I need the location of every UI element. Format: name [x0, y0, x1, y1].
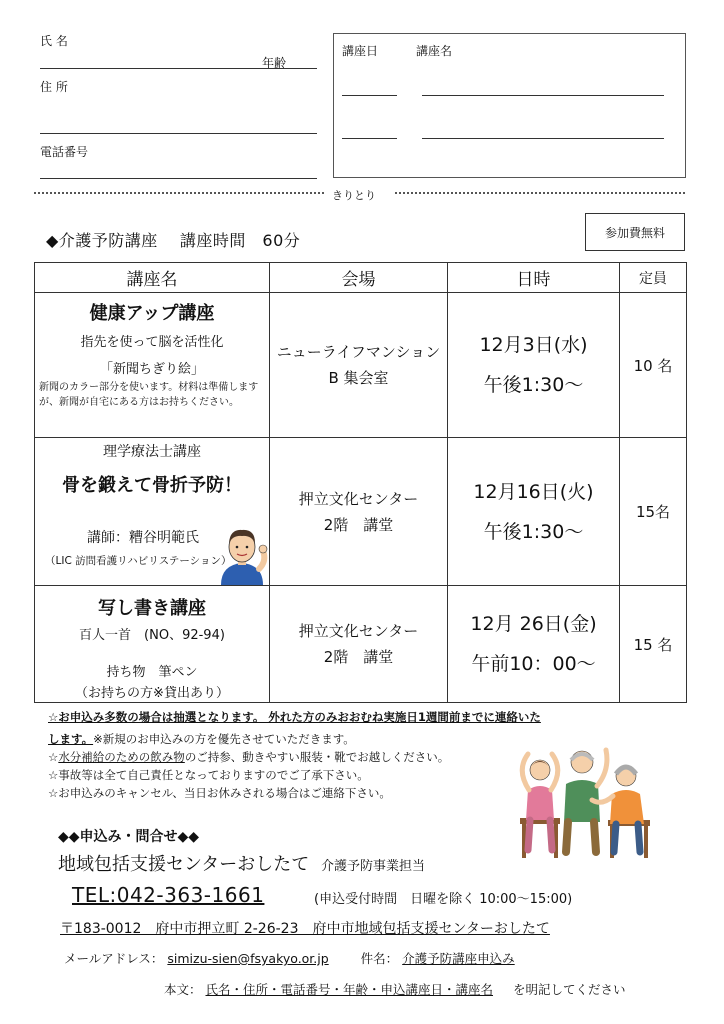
- date-line: 12月16日(火): [473, 480, 594, 503]
- note-text: ☆: [48, 750, 59, 764]
- header-datetime: 日時: [448, 263, 620, 293]
- postal-address: 〒183-0012 府中市押立町 2-26-23 府中市地域包括支援センターおしたて: [60, 921, 550, 937]
- table-row: [35, 293, 687, 438]
- note-text: ※新規のお申込みの方を優先させていただきます。: [93, 732, 355, 746]
- email-address[interactable]: simizu-sien@fsyakyo.or.jp: [167, 951, 329, 966]
- address-label: 住 所: [40, 80, 68, 94]
- course-pre: 理学療法士講座: [103, 444, 201, 460]
- datetime-cell: [448, 438, 620, 586]
- course-lecturer: 講師：糟谷明範氏: [87, 530, 199, 546]
- venue-cell: [270, 438, 448, 586]
- venue-line: 2階 講堂: [323, 515, 394, 534]
- course-entry-box: [333, 33, 686, 178]
- venue-line: 2階 講堂: [323, 648, 394, 666]
- course-title: 健康アップ講座: [89, 303, 215, 324]
- body-fields: 氏名・住所・電話番号・年齢・申込講座日・講座名: [205, 982, 494, 997]
- time-line: 午前10：00～: [471, 653, 596, 675]
- phone-number[interactable]: TEL:042-363-1661: [72, 883, 265, 907]
- course-sub: 指先を使って脳を活性化: [80, 335, 224, 350]
- cut-label: きりとり: [332, 189, 376, 202]
- org-dept: 介護予防事業担当: [321, 859, 426, 874]
- name-field[interactable]: [40, 68, 317, 69]
- lecturer-illustration: [213, 521, 271, 585]
- phone-label: 電話番号: [40, 145, 89, 159]
- note-text: します。: [48, 732, 94, 746]
- header-course: 講座名: [35, 263, 270, 293]
- datetime-cell: [448, 293, 620, 438]
- capacity-cell: 15 名: [620, 586, 687, 703]
- note-cancel: ☆お申込みのキャンセル、当日お休みされる場合はご連絡下さい。: [48, 786, 391, 800]
- table-header-row: [35, 263, 687, 293]
- course-date-field-2[interactable]: [342, 138, 397, 139]
- venue-cell: [270, 586, 448, 703]
- table-row: [35, 586, 687, 703]
- cut-line-left: [34, 192, 324, 194]
- course-title: 写し書き講座: [98, 598, 206, 619]
- venue-line: 押立文化センター: [298, 622, 419, 640]
- capacity-cell: 10 名: [620, 293, 687, 438]
- org-name: 地域包括支援センターおしたて: [58, 854, 310, 875]
- course-cell: [35, 438, 270, 586]
- address-field[interactable]: [40, 133, 317, 134]
- venue-line: 押立文化センター: [298, 489, 419, 508]
- age-label: 年齢: [262, 56, 287, 70]
- course-title: 骨を鍛えて骨折予防！: [62, 475, 242, 496]
- cut-line-right: [395, 192, 685, 194]
- course-note: （お持ちの方※貸出あり）: [75, 686, 229, 701]
- name-label: 氏 名: [40, 34, 68, 48]
- course-affiliation: （LIC 訪問看護リハビリステーション）: [45, 555, 232, 567]
- time-line: 午後1:30～: [483, 374, 584, 396]
- date-line: 12月3日(水): [479, 334, 588, 356]
- organization-name: [58, 850, 425, 876]
- time-line: 午後1:30～: [483, 520, 584, 543]
- course-items: 持ち物 筆ペン: [106, 665, 198, 680]
- venue-line: ニューライフマンション: [276, 343, 441, 361]
- header-capacity: 定員: [620, 263, 687, 293]
- course-note: 新聞のカラー部分を使います。材料は準備しますが、新聞が自宅にある方はお持ちください。: [39, 382, 259, 408]
- header-venue: 会場: [270, 263, 448, 293]
- course-name-field-1[interactable]: [422, 95, 664, 96]
- note-lottery: ☆お申込み多数の場合は抽選となります。 外れた方のみおおむね実施日1週間前までに連絡いた: [48, 710, 541, 724]
- course-name-label: 講座名: [416, 44, 453, 58]
- course-date-field-1[interactable]: [342, 95, 397, 96]
- subject-label: 件名：: [360, 951, 399, 966]
- note-text: のご持参、動きやすい服装・靴でお越しください。: [184, 750, 450, 764]
- phone-field[interactable]: [40, 178, 317, 179]
- course-table: [34, 262, 687, 703]
- venue-cell: [270, 293, 448, 438]
- note-liability: ☆事故等は全て自己責任となっておりますのでご了承下さい。: [48, 768, 369, 782]
- course-sub: 百人一首 (NO、92-94): [79, 628, 225, 643]
- table-row: [35, 438, 687, 586]
- venue-line: B 集会室: [328, 369, 389, 387]
- body-line: [164, 980, 626, 998]
- capacity-cell: 15名: [620, 438, 687, 586]
- email-label: メールアドレス：: [64, 951, 164, 966]
- contact-heading: ◆◆申込み・問合せ◆◆: [58, 829, 200, 845]
- fee-badge: 参加費無料: [585, 213, 685, 251]
- note-text: 水分補給のための飲み物: [58, 750, 185, 764]
- body-suffix: を明記してください: [513, 982, 626, 997]
- datetime-cell: [448, 586, 620, 703]
- email-line: [64, 949, 515, 967]
- phone-hours: (申込受付時間 日曜を除く 10:00～15:00): [314, 892, 573, 907]
- course-cell: [35, 293, 270, 438]
- course-cell: [35, 586, 270, 703]
- date-line: 12月 26日(金): [470, 613, 597, 635]
- subject-text: 介護予防講座申込み: [402, 951, 515, 966]
- body-label: 本文：: [164, 982, 202, 997]
- course-name-field-2[interactable]: [422, 138, 664, 139]
- seniors-exercise-illustration: [510, 740, 660, 860]
- page-title: ◆介護予防講座 講座時間 60分: [46, 231, 301, 250]
- course-date-label: 講座日: [342, 44, 379, 58]
- course-sub: 「新聞ちぎり絵」: [99, 362, 204, 377]
